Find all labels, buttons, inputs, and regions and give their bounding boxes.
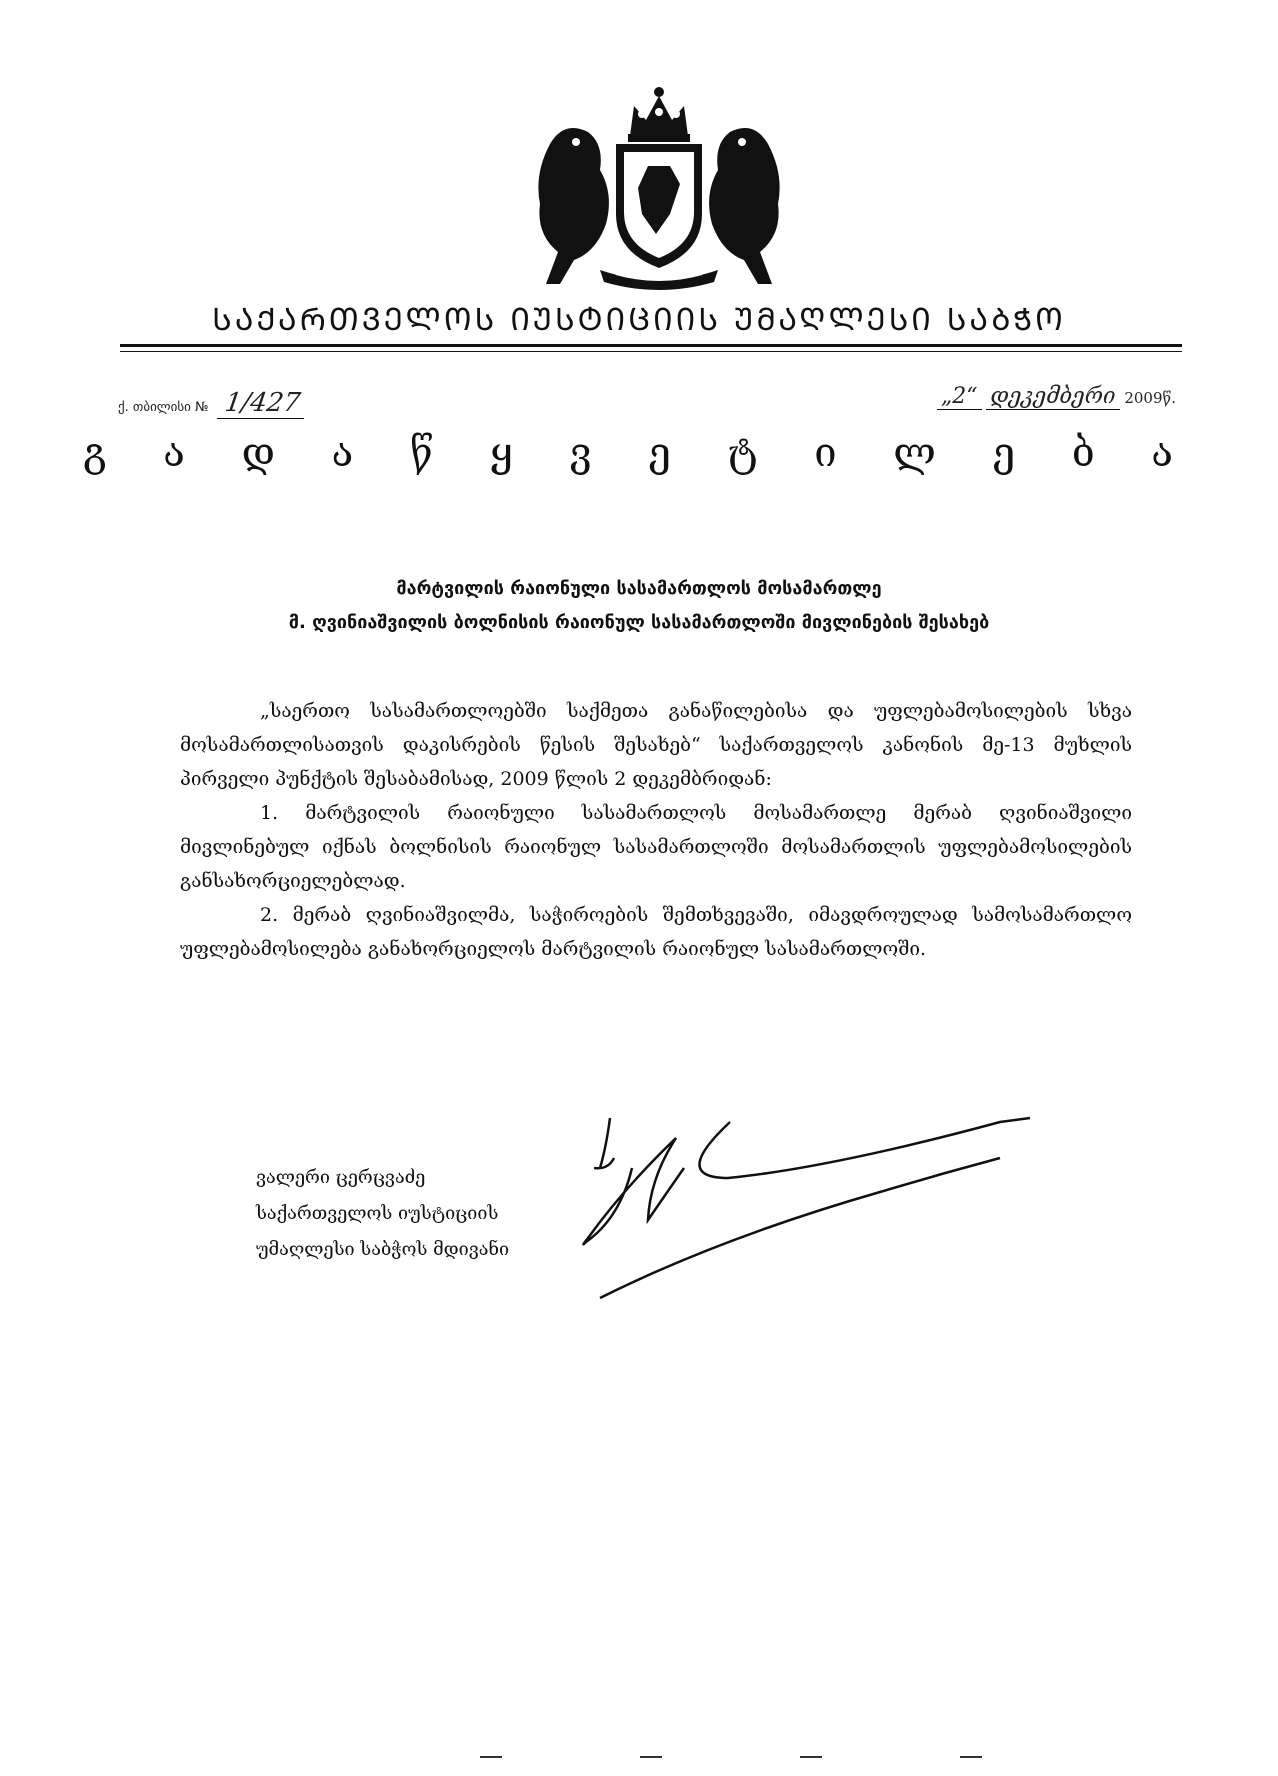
decision-subject xyxy=(0,572,1278,640)
date-month: დეკემბერი xyxy=(986,384,1119,410)
reference-number-value: 1/427 xyxy=(217,388,308,419)
date-year: 2009წ. xyxy=(1124,389,1176,407)
signer-position-2: უმაღლესი საბჭოს მდივანი xyxy=(256,1239,510,1260)
signer-position-1: საქართველოს იუსტიციის xyxy=(256,1203,499,1224)
body-item-1: 1. მარტვილის რაიონული სასამართლოს მოსამართლე მერაბ ღვინიაშვილი მივლინებულ იქნას ბოლნისის რაიონულ სასამართლოში მოსამართლის უფლებამოსილების განსახორციელებლად. xyxy=(180,802,1132,892)
body-intro: „საერთო სასამართლოებში საქმეთა განაწილებისა და უფლებამოსილების სხვა მოსამართლისათვის დაკისრების წესის შესახებ“ საქართველოს კანონის მე-13 მუხლის პირველი პუნქტის შესაბამისად, 2009 წლის 2 დეკემბრიდან: xyxy=(180,700,1132,790)
handwritten-signature xyxy=(580,1108,1060,1308)
subject-line-1: მარტვილის რაიონული სასამართლოს მოსამართლე xyxy=(396,578,882,599)
header-divider-thick xyxy=(120,344,1182,347)
decision-title: გ ა დ ა წ ყ ვ ე ტ ი ლ ე ბ ა xyxy=(82,430,1196,476)
signer-block xyxy=(256,1160,509,1268)
council-name-heading: ᲡᲐᲥᲐᲠᲗᲕᲔᲚᲝᲡ ᲘᲣᲡᲢᲘᲪᲘᲘᲡ ᲣᲛᲐᲦᲚᲔᲡᲘ ᲡᲐᲑᲭᲝ xyxy=(212,302,1066,338)
coat-of-arms-icon xyxy=(530,84,788,294)
reference-number xyxy=(118,388,306,419)
reference-label: ქ. თბილისი № xyxy=(118,400,209,415)
signer-name: ვალერი ცერცვაძე xyxy=(256,1167,426,1188)
subject-line-2: მ. ღვინიაშვილის ბოლნისის რაიონულ სასამართლოში მივლინების შესახებ xyxy=(288,612,990,633)
decision-body xyxy=(180,694,1132,966)
body-item-2: 2. მერაბ ღვინიაშვილმა, საჭიროების შემთხვევაში, იმავდროულად სამოსამართლო უფლებამოსილება განახორციელოს მარტვილის რაიონულ სასამართლოში. xyxy=(180,904,1132,960)
footer-marks xyxy=(480,1756,1040,1762)
coat-of-arms-emblem xyxy=(530,84,788,294)
header-divider-thin xyxy=(120,351,1182,352)
document-date xyxy=(937,384,1176,409)
date-day: „2“ xyxy=(937,384,982,410)
